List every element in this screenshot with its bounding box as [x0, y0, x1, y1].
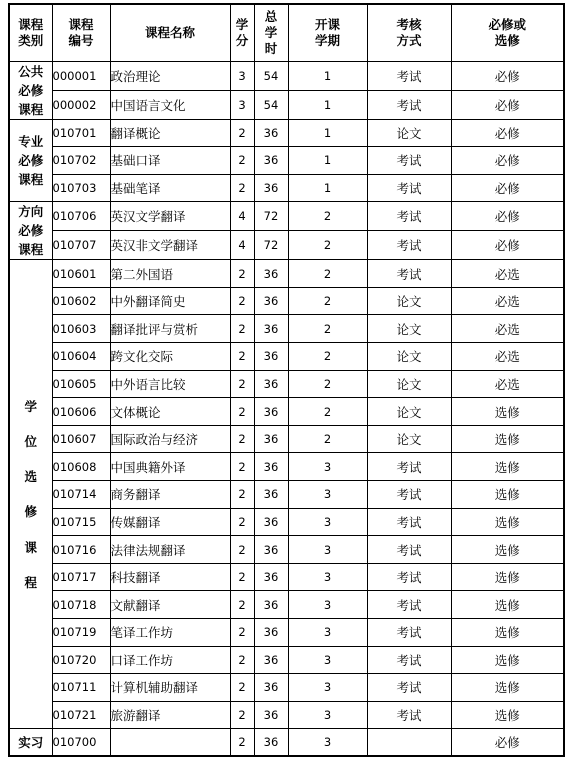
course-row	[9, 398, 564, 426]
course-name: 旅游翻译	[110, 701, 230, 729]
course-code: 010602	[52, 287, 110, 315]
course-credits: 2	[230, 619, 254, 647]
course-credits: 2	[230, 260, 254, 288]
course-name: 基础口译	[110, 147, 230, 175]
course-code: 010701	[52, 119, 110, 147]
course-semester: 3	[288, 591, 367, 619]
course-hours: 36	[254, 536, 288, 564]
header-semester: 开课 学期	[288, 4, 367, 61]
course-semester: 3	[288, 508, 367, 536]
course-semester: 3	[288, 646, 367, 674]
header-type: 必修或 选修	[451, 4, 564, 61]
course-row	[9, 701, 564, 729]
course-semester: 1	[288, 174, 367, 202]
course-row	[9, 61, 564, 90]
course-name: 科技翻译	[110, 563, 230, 591]
course-type: 必修	[451, 729, 564, 757]
course-semester: 3	[288, 701, 367, 729]
course-type: 必修	[451, 119, 564, 147]
course-hours: 36	[254, 119, 288, 147]
course-name: 商务翻译	[110, 481, 230, 509]
course-code: 010607	[52, 425, 110, 453]
table-body	[9, 61, 564, 756]
course-hours: 36	[254, 315, 288, 343]
course-code: 010718	[52, 591, 110, 619]
course-assessment: 考试	[367, 591, 451, 619]
course-assessment: 考试	[367, 61, 451, 90]
course-hours: 36	[254, 508, 288, 536]
course-assessment	[367, 729, 451, 757]
course-row	[9, 202, 564, 231]
course-semester: 3	[288, 481, 367, 509]
course-semester: 3	[288, 453, 367, 481]
course-type: 选修	[451, 453, 564, 481]
course-credits: 2	[230, 147, 254, 175]
course-hours: 36	[254, 453, 288, 481]
course-name: 第二外国语	[110, 260, 230, 288]
course-code: 000001	[52, 61, 110, 90]
course-row	[9, 508, 564, 536]
course-hours: 36	[254, 370, 288, 398]
course-name: 政治理论	[110, 61, 230, 90]
course-semester: 2	[288, 287, 367, 315]
course-row	[9, 231, 564, 260]
course-assessment: 考试	[367, 481, 451, 509]
course-code: 010603	[52, 315, 110, 343]
course-name: 文献翻译	[110, 591, 230, 619]
course-assessment: 考试	[367, 453, 451, 481]
course-credits: 2	[230, 287, 254, 315]
course-hours: 36	[254, 174, 288, 202]
course-code: 010715	[52, 508, 110, 536]
course-semester: 1	[288, 119, 367, 147]
course-name: 法律法规翻译	[110, 536, 230, 564]
course-row	[9, 591, 564, 619]
course-credits: 2	[230, 701, 254, 729]
course-credits: 2	[230, 315, 254, 343]
course-type: 必修	[451, 147, 564, 175]
course-assessment: 考试	[367, 508, 451, 536]
course-semester: 2	[288, 343, 367, 371]
course-row	[9, 174, 564, 202]
course-type: 必修	[451, 231, 564, 260]
course-credits: 2	[230, 591, 254, 619]
course-type: 选修	[451, 481, 564, 509]
course-hours: 36	[254, 619, 288, 647]
course-hours: 36	[254, 260, 288, 288]
category-cell: 学 位 选 修 课 程	[9, 260, 52, 729]
course-type: 选修	[451, 701, 564, 729]
course-type: 选修	[451, 425, 564, 453]
course-credits: 3	[230, 61, 254, 90]
course-code: 010608	[52, 453, 110, 481]
course-semester: 1	[288, 61, 367, 90]
course-hours: 36	[254, 563, 288, 591]
course-hours: 54	[254, 61, 288, 90]
course-semester: 2	[288, 202, 367, 231]
course-semester: 2	[288, 315, 367, 343]
course-type: 必选	[451, 370, 564, 398]
course-credits: 2	[230, 398, 254, 426]
course-name: 英汉非文学翻译	[110, 231, 230, 260]
course-credits: 2	[230, 508, 254, 536]
course-code: 010606	[52, 398, 110, 426]
course-name: 跨文化交际	[110, 343, 230, 371]
course-hours: 54	[254, 90, 288, 119]
course-credits: 2	[230, 343, 254, 371]
course-credits: 3	[230, 90, 254, 119]
category-cell: 专业 必修 课程	[9, 119, 52, 202]
course-code: 010706	[52, 202, 110, 231]
course-hours: 36	[254, 425, 288, 453]
course-row	[9, 536, 564, 564]
course-hours: 36	[254, 287, 288, 315]
course-type: 选修	[451, 646, 564, 674]
course-code: 010717	[52, 563, 110, 591]
course-assessment: 考试	[367, 231, 451, 260]
course-assessment: 考试	[367, 674, 451, 702]
course-name: 计算机辅助翻译	[110, 674, 230, 702]
course-name: 中国典籍外译	[110, 453, 230, 481]
course-name: 国际政治与经济	[110, 425, 230, 453]
course-type: 必选	[451, 287, 564, 315]
course-semester: 3	[288, 729, 367, 757]
course-code: 010711	[52, 674, 110, 702]
course-credits: 2	[230, 174, 254, 202]
course-type: 选修	[451, 398, 564, 426]
course-credits: 2	[230, 674, 254, 702]
course-row	[9, 619, 564, 647]
header-credits: 学 分	[230, 4, 254, 61]
course-row	[9, 260, 564, 288]
course-assessment: 考试	[367, 147, 451, 175]
course-name: 翻译批评与赏析	[110, 315, 230, 343]
course-type: 必选	[451, 260, 564, 288]
course-type: 必修	[451, 174, 564, 202]
course-type: 必修	[451, 61, 564, 90]
course-hours: 72	[254, 202, 288, 231]
course-row	[9, 119, 564, 147]
course-hours: 36	[254, 729, 288, 757]
course-credits: 2	[230, 729, 254, 757]
course-type: 必选	[451, 315, 564, 343]
course-name: 中外语言比较	[110, 370, 230, 398]
course-code: 010702	[52, 147, 110, 175]
course-code: 010716	[52, 536, 110, 564]
course-row	[9, 370, 564, 398]
course-assessment: 论文	[367, 343, 451, 371]
course-hours: 36	[254, 591, 288, 619]
course-assessment: 考试	[367, 619, 451, 647]
course-code: 000002	[52, 90, 110, 119]
course-semester: 2	[288, 370, 367, 398]
course-semester: 2	[288, 398, 367, 426]
course-name: 传媒翻译	[110, 508, 230, 536]
course-assessment: 论文	[367, 287, 451, 315]
course-type: 选修	[451, 674, 564, 702]
course-assessment: 论文	[367, 315, 451, 343]
course-hours: 36	[254, 674, 288, 702]
course-credits: 2	[230, 119, 254, 147]
course-credits: 2	[230, 370, 254, 398]
header-assessment: 考核 方式	[367, 4, 451, 61]
course-assessment: 考试	[367, 90, 451, 119]
header-row	[9, 4, 564, 61]
course-assessment: 考试	[367, 174, 451, 202]
course-hours: 36	[254, 343, 288, 371]
course-semester: 3	[288, 563, 367, 591]
course-semester: 3	[288, 619, 367, 647]
course-semester: 2	[288, 425, 367, 453]
course-type: 选修	[451, 619, 564, 647]
course-assessment: 论文	[367, 370, 451, 398]
course-credits: 4	[230, 202, 254, 231]
course-assessment: 考试	[367, 202, 451, 231]
course-type: 必修	[451, 202, 564, 231]
course-credits: 2	[230, 536, 254, 564]
course-semester: 3	[288, 536, 367, 564]
course-semester: 2	[288, 231, 367, 260]
course-name: 笔译工作坊	[110, 619, 230, 647]
course-code: 010720	[52, 646, 110, 674]
course-row	[9, 315, 564, 343]
category-cell: 公共 必修 课程	[9, 61, 52, 119]
course-semester: 1	[288, 147, 367, 175]
course-credits: 2	[230, 425, 254, 453]
course-hours: 72	[254, 231, 288, 260]
category-cell: 实习	[9, 729, 52, 757]
course-assessment: 论文	[367, 119, 451, 147]
course-code: 010719	[52, 619, 110, 647]
course-row	[9, 90, 564, 119]
course-credits: 2	[230, 563, 254, 591]
course-row	[9, 425, 564, 453]
course-assessment: 论文	[367, 398, 451, 426]
course-name: 文体概论	[110, 398, 230, 426]
course-assessment: 考试	[367, 536, 451, 564]
course-code: 010707	[52, 231, 110, 260]
course-code: 010703	[52, 174, 110, 202]
course-assessment: 考试	[367, 563, 451, 591]
course-row	[9, 563, 564, 591]
course-type: 必修	[451, 90, 564, 119]
course-name: 英汉文学翻译	[110, 202, 230, 231]
header-category: 课程 类别	[9, 4, 52, 61]
course-name	[110, 729, 230, 757]
course-code: 010700	[52, 729, 110, 757]
course-code: 010714	[52, 481, 110, 509]
course-type: 选修	[451, 536, 564, 564]
course-semester: 2	[288, 260, 367, 288]
course-hours: 36	[254, 398, 288, 426]
course-name: 中外翻译简史	[110, 287, 230, 315]
course-type: 必选	[451, 343, 564, 371]
course-code: 010604	[52, 343, 110, 371]
header-hours: 总 学 时	[254, 4, 288, 61]
course-code: 010721	[52, 701, 110, 729]
course-hours: 36	[254, 481, 288, 509]
course-row	[9, 453, 564, 481]
course-name: 基础笔译	[110, 174, 230, 202]
header-name: 课程名称	[110, 4, 230, 61]
course-credits: 2	[230, 453, 254, 481]
course-name: 口译工作坊	[110, 646, 230, 674]
course-assessment: 考试	[367, 701, 451, 729]
course-row	[9, 674, 564, 702]
course-type: 选修	[451, 591, 564, 619]
course-code: 010601	[52, 260, 110, 288]
course-assessment: 考试	[367, 260, 451, 288]
course-row	[9, 343, 564, 371]
course-code: 010605	[52, 370, 110, 398]
course-credits: 2	[230, 481, 254, 509]
course-hours: 36	[254, 646, 288, 674]
course-credits: 4	[230, 231, 254, 260]
course-type: 选修	[451, 508, 564, 536]
course-name: 翻译概论	[110, 119, 230, 147]
course-row	[9, 481, 564, 509]
course-semester: 1	[288, 90, 367, 119]
course-assessment: 论文	[367, 425, 451, 453]
course-name: 中国语言文化	[110, 90, 230, 119]
course-row	[9, 287, 564, 315]
category-cell: 方向 必修 课程	[9, 202, 52, 260]
course-row	[9, 646, 564, 674]
course-hours: 36	[254, 701, 288, 729]
course-credits: 2	[230, 646, 254, 674]
course-row	[9, 729, 564, 757]
course-type: 选修	[451, 563, 564, 591]
header-code: 课程 编号	[52, 4, 110, 61]
course-semester: 3	[288, 674, 367, 702]
course-assessment: 考试	[367, 646, 451, 674]
course-hours: 36	[254, 147, 288, 175]
curriculum-table	[8, 3, 565, 757]
course-row	[9, 147, 564, 175]
